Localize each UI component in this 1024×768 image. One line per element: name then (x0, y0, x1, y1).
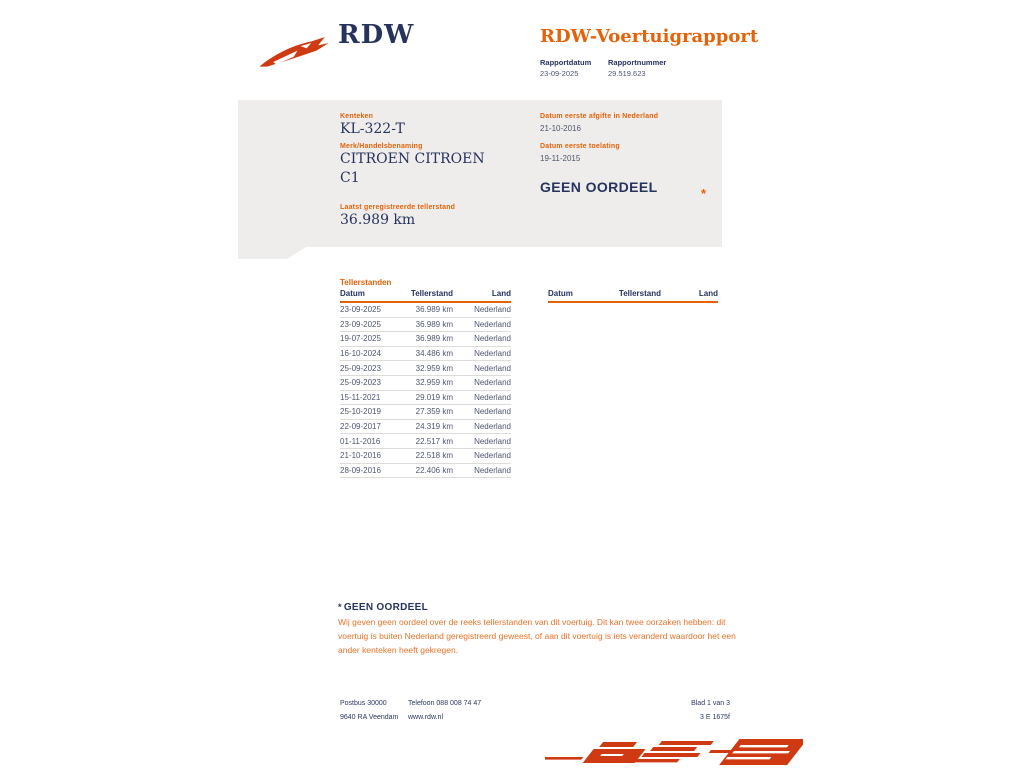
meter-table-body (340, 303, 511, 478)
report-number-value: 29.519.623 (608, 69, 646, 78)
footer-address-line1: Postbus 30000 (340, 700, 387, 707)
footer-form-code: 3 E 1675f (700, 714, 730, 721)
afgifte-value: 21-10-2016 (540, 124, 581, 133)
kenteken-label: Kenteken (340, 113, 374, 120)
report-date-label: Rapportdatum (540, 58, 592, 67)
vehicle-summary-box (238, 100, 722, 247)
table-header-row (340, 289, 511, 303)
col-header-tellerstand: Tellerstand (618, 289, 661, 298)
verdict-text: GEEN OORDEEL (540, 179, 658, 195)
summary-box-tail (238, 247, 306, 259)
table-row: 23-09-2025 36.989 km Nederland (340, 318, 511, 333)
table-row: 25-09-2023 32.959 km Nederland (340, 361, 511, 376)
table-row: 01-11-2016 22.517 km Nederland (340, 434, 511, 449)
report-title: RDW-Voertuigrapport (540, 26, 759, 47)
table-row: 25-09-2023 32.959 km Nederland (340, 376, 511, 391)
table-row: 16-10-2024 34.486 km Nederland (340, 347, 511, 362)
col-header-datum: Datum (548, 289, 573, 298)
table-row: 23-09-2025 36.989 km Nederland (340, 303, 511, 318)
col-header-datum: Datum (340, 289, 365, 298)
footnote-title: * GEEN OORDEEL (338, 602, 428, 613)
report-number-label: Rapportnummer (608, 58, 667, 67)
report-date-value: 23-09-2025 (540, 69, 579, 78)
col-header-land: Land (698, 289, 718, 298)
table-header-row (548, 289, 718, 303)
toelating-value: 19-11-2015 (540, 154, 581, 163)
table-row: 15-11-2021 29.019 km Nederland (340, 391, 511, 406)
footnote-body: Wij geven geen oordeel over de reeks tellerstanden van dit voertuig. Dit kan twee oorzaken hebben: dit voertuig is buiten Nederland geregistreerd geweest, of aan dit voertuig is iets veranderd waardoor het een ander kenteken heeft gekregen. (338, 617, 736, 655)
footnote-asterisk: * (338, 602, 342, 612)
table-row: 25-10-2019 27.359 km Nederland (340, 405, 511, 420)
tellerstand-label: Laatst geregistreerde tellerstand (340, 204, 456, 211)
rdw-logo-text: RDW (338, 20, 415, 50)
afgifte-label: Datum eerste afgifte in Nederland (540, 113, 659, 120)
footer-phone: Telefoon 088 008 74 47 (408, 700, 482, 707)
rdw-logo-swoosh-icon (258, 26, 334, 70)
verdict-footnote (338, 602, 736, 657)
verdict-asterisk: * (700, 186, 706, 201)
footer-address-line2: 9640 RA Veendam (340, 714, 399, 721)
table-row: 22-09-2017 24.319 km Nederland (340, 420, 511, 435)
table-row: 21-10-2016 22.518 km Nederland (340, 449, 511, 464)
rdw-speed-stripes-icon (545, 737, 803, 768)
page-footer-right (600, 700, 730, 728)
footer-website: www.rdw.nl (408, 714, 444, 721)
col-header-tellerstand: Tellerstand (410, 289, 453, 298)
tellerstand-value: 36.989 km (340, 212, 416, 228)
kenteken-value: KL-322-T (340, 121, 405, 137)
table-row: 28-09-2016 22.406 km Nederland (340, 464, 511, 479)
table-row: 19-07-2025 36.989 km Nederland (340, 332, 511, 347)
merk-label: Merk/Handelsbenaming (340, 143, 423, 150)
merk-value: CITROEN CITROEN C1 (340, 151, 485, 186)
footer-page-number: Blad 1 van 3 (691, 700, 730, 707)
toelating-label: Datum eerste toelating (540, 143, 620, 150)
tellerstanden-section-title: Tellerstanden (340, 278, 392, 287)
meter-readings-table (340, 289, 511, 478)
meter-readings-table-continued (548, 289, 718, 303)
col-header-land: Land (491, 289, 511, 298)
